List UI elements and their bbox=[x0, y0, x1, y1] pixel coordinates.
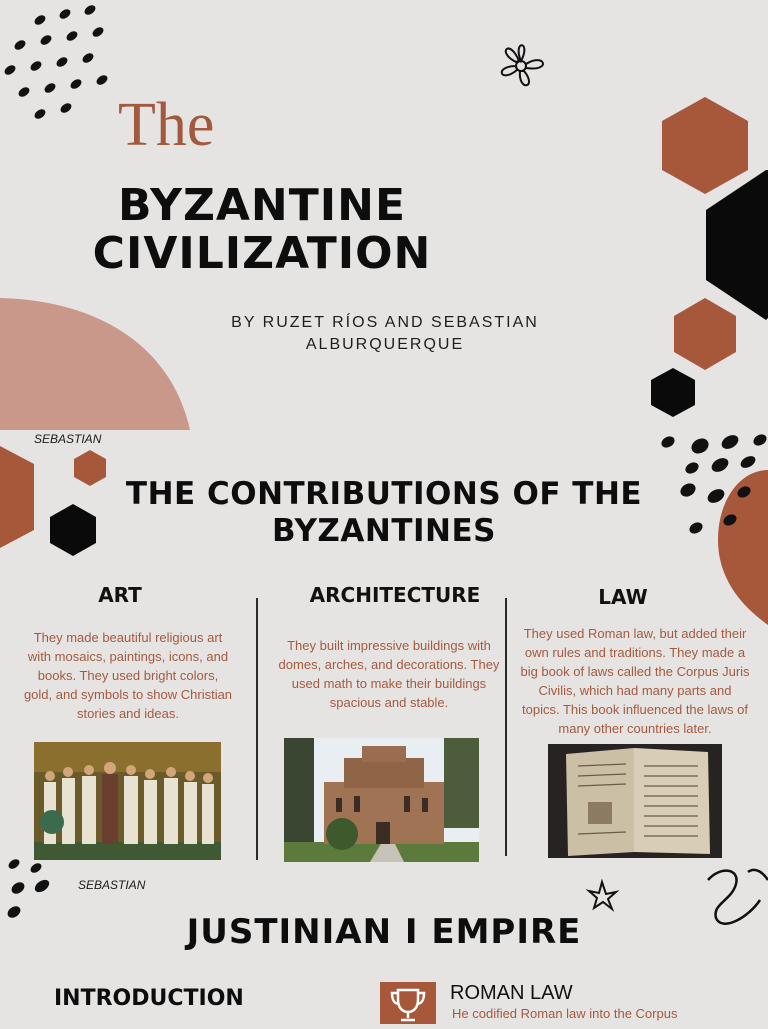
art-text: They made beautiful religious art with mosaics, paintings, icons, and books. They used bright colors, gold, and symbols to show Christian stories and ideas. bbox=[23, 630, 233, 721]
column-divider-2 bbox=[505, 598, 507, 856]
authors-line: BY RUZET RÍOS AND SEBASTIAN ALBURQUERQUE bbox=[231, 314, 539, 353]
pink-semicircle bbox=[0, 298, 190, 430]
roman-law-title: ROMAN LAW bbox=[450, 982, 573, 1004]
architecture-heading: ARCHITECTURE bbox=[309, 583, 481, 607]
church-image bbox=[284, 738, 479, 862]
architecture-text: They built impressive buildings with domes, arches, and decorations. They used math to make their buildings spacious and stable. bbox=[278, 638, 500, 710]
hexagon-brown-large bbox=[662, 97, 748, 194]
sebastian-label-bottom: SEBASTIAN bbox=[78, 878, 146, 892]
mosaic-image bbox=[34, 742, 221, 860]
contributions-heading: THE CONTRIBUTIONS OF THE BYZANTINES bbox=[125, 476, 643, 549]
top-left-dots bbox=[3, 3, 109, 120]
trophy-box bbox=[380, 982, 436, 1024]
roman-law-text: He codified Roman law into the Corpus bbox=[452, 1006, 678, 1021]
page-title: BYZANTINE CIVILIZATION bbox=[92, 180, 432, 279]
trophy-icon bbox=[380, 982, 436, 1024]
flower-doodle-icon bbox=[502, 45, 543, 85]
law-heading: LAW bbox=[598, 585, 648, 609]
empire-heading: JUSTINIAN I EMPIRE bbox=[186, 912, 582, 952]
book-image bbox=[548, 744, 722, 858]
sebastian-label-top: SEBASTIAN bbox=[34, 432, 102, 446]
introduction-heading: INTRODUCTION bbox=[54, 986, 244, 1011]
star-doodle-icon bbox=[589, 882, 616, 909]
hexagon-brown-mid bbox=[674, 298, 736, 370]
the-heading: The bbox=[118, 91, 215, 159]
art-heading: ART bbox=[98, 583, 142, 607]
hexagon-brown-left-partial bbox=[0, 446, 34, 548]
hexagon-black-large bbox=[706, 170, 768, 320]
hexagon-black-left bbox=[50, 504, 96, 556]
bottom-left-dots bbox=[5, 857, 51, 920]
hexagon-black-small bbox=[651, 368, 695, 417]
column-divider-1 bbox=[256, 598, 258, 860]
law-text: They used Roman law, but added their own rules and traditions. They made a big book of laws called the Corpus Juris Civilis, which had many parts and topics. This book influenced the laws of many other countries later. bbox=[520, 626, 750, 736]
